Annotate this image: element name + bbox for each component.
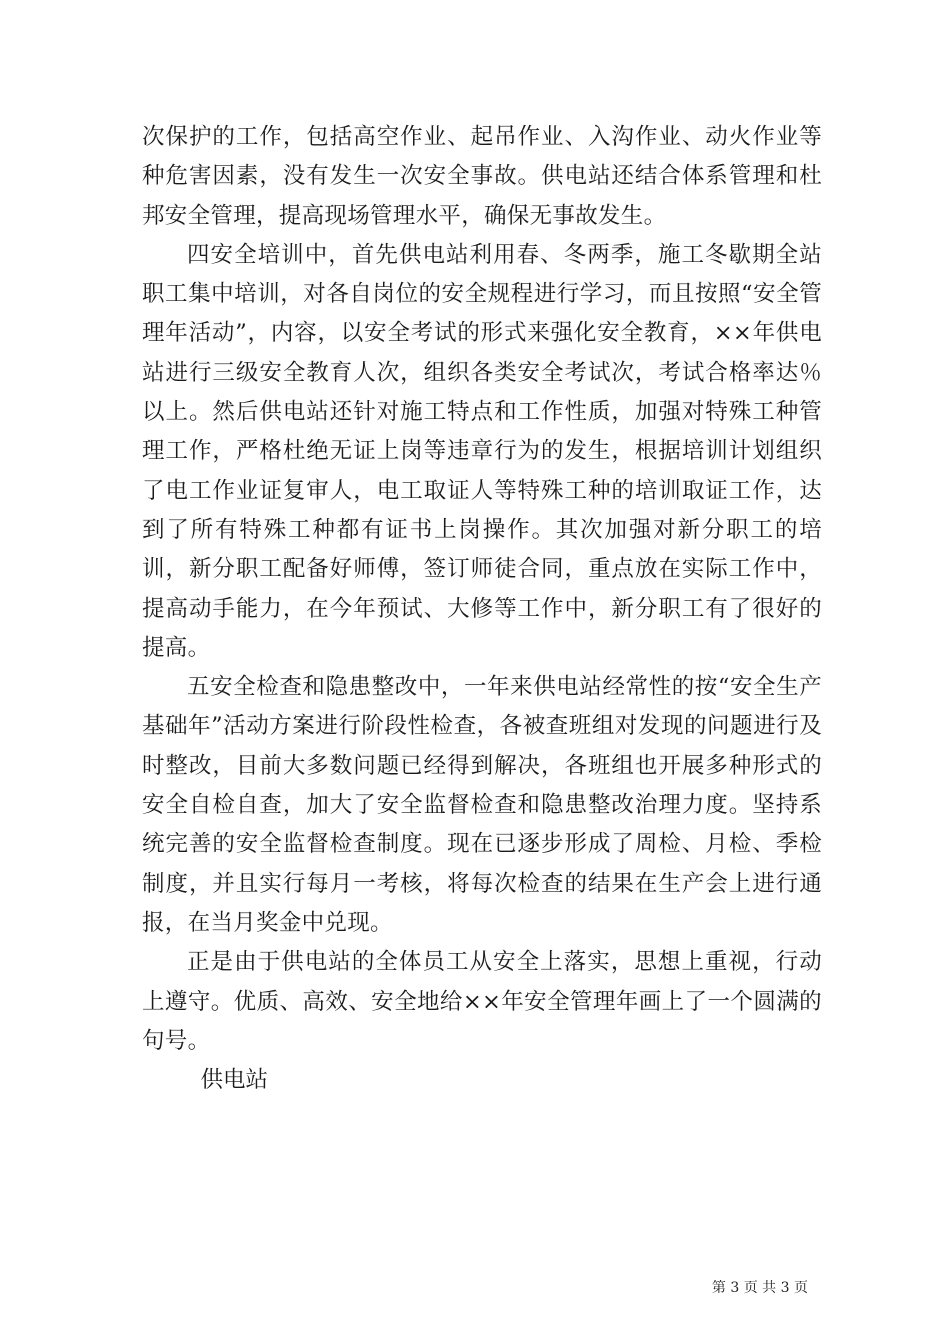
document-body bbox=[142, 118, 822, 1100]
paragraph-safety-inspection: 五安全检查和隐患整改中，一年来供电站经常性的按“安全生产基础年”活动方案进行阶段性检查，各被查班组对发现的问题进行及时整改，目前大多数问题已经得到解决，各班组也开展多种形式的安全自检自查，加大了安全监督检查和隐患整改治理力度。坚持系统完善的安全监督检查制度。现在已逐步形成了周检、月检、季检制度，并且实行每月一考核，将每次检查的结果在生产会上进行通报，在当月奖金中兑现。 bbox=[142, 674, 822, 936]
signature: 供电站 bbox=[200, 1067, 269, 1094]
page-number-footer: 第 3 页 共 3 页 bbox=[711, 1280, 808, 1296]
paragraph-conclusion: 正是由于供电站的全体员工从安全上落实，思想上重视，行动上遵守。优质、高效、安全地给××年安全管理年画上了一个圆满的句号。 bbox=[142, 949, 822, 1054]
paragraph-continuation: 次保护的工作，包括高空作业、起吊作业、入沟作业、动火作业等种危害因素，没有发生一次安全事故。供电站还结合体系管理和杜邦安全管理，提高现场管理水平，确保无事故发生。 bbox=[142, 124, 822, 229]
paragraph-safety-training: 四安全培训中，首先供电站利用春、冬两季，施工冬歇期全站职工集中培训，对各自岗位的安全规程进行学习，而且按照“安全管理年活动”，内容，以安全考试的形式来强化安全教育，××年供电站进行三级安全教育人次，组织各类安全考试次，考试合格率达％以上。然后供电站还针对施工特点和工作性质，加强对特殊工种管理工作，严格杜绝无证上岗等违章行为的发生，根据培训计划组织了电工作业证复审人，电工取证人等特殊工种的培训取证工作，达到了所有特殊工种都有证书上岗操作。其次加强对新分职工的培训，新分职工配备好师傅，签订师徒合同，重点放在实际工作中，提高动手能力，在今年预试、大修等工作中，新分职工有了很好的提高。 bbox=[142, 241, 822, 661]
